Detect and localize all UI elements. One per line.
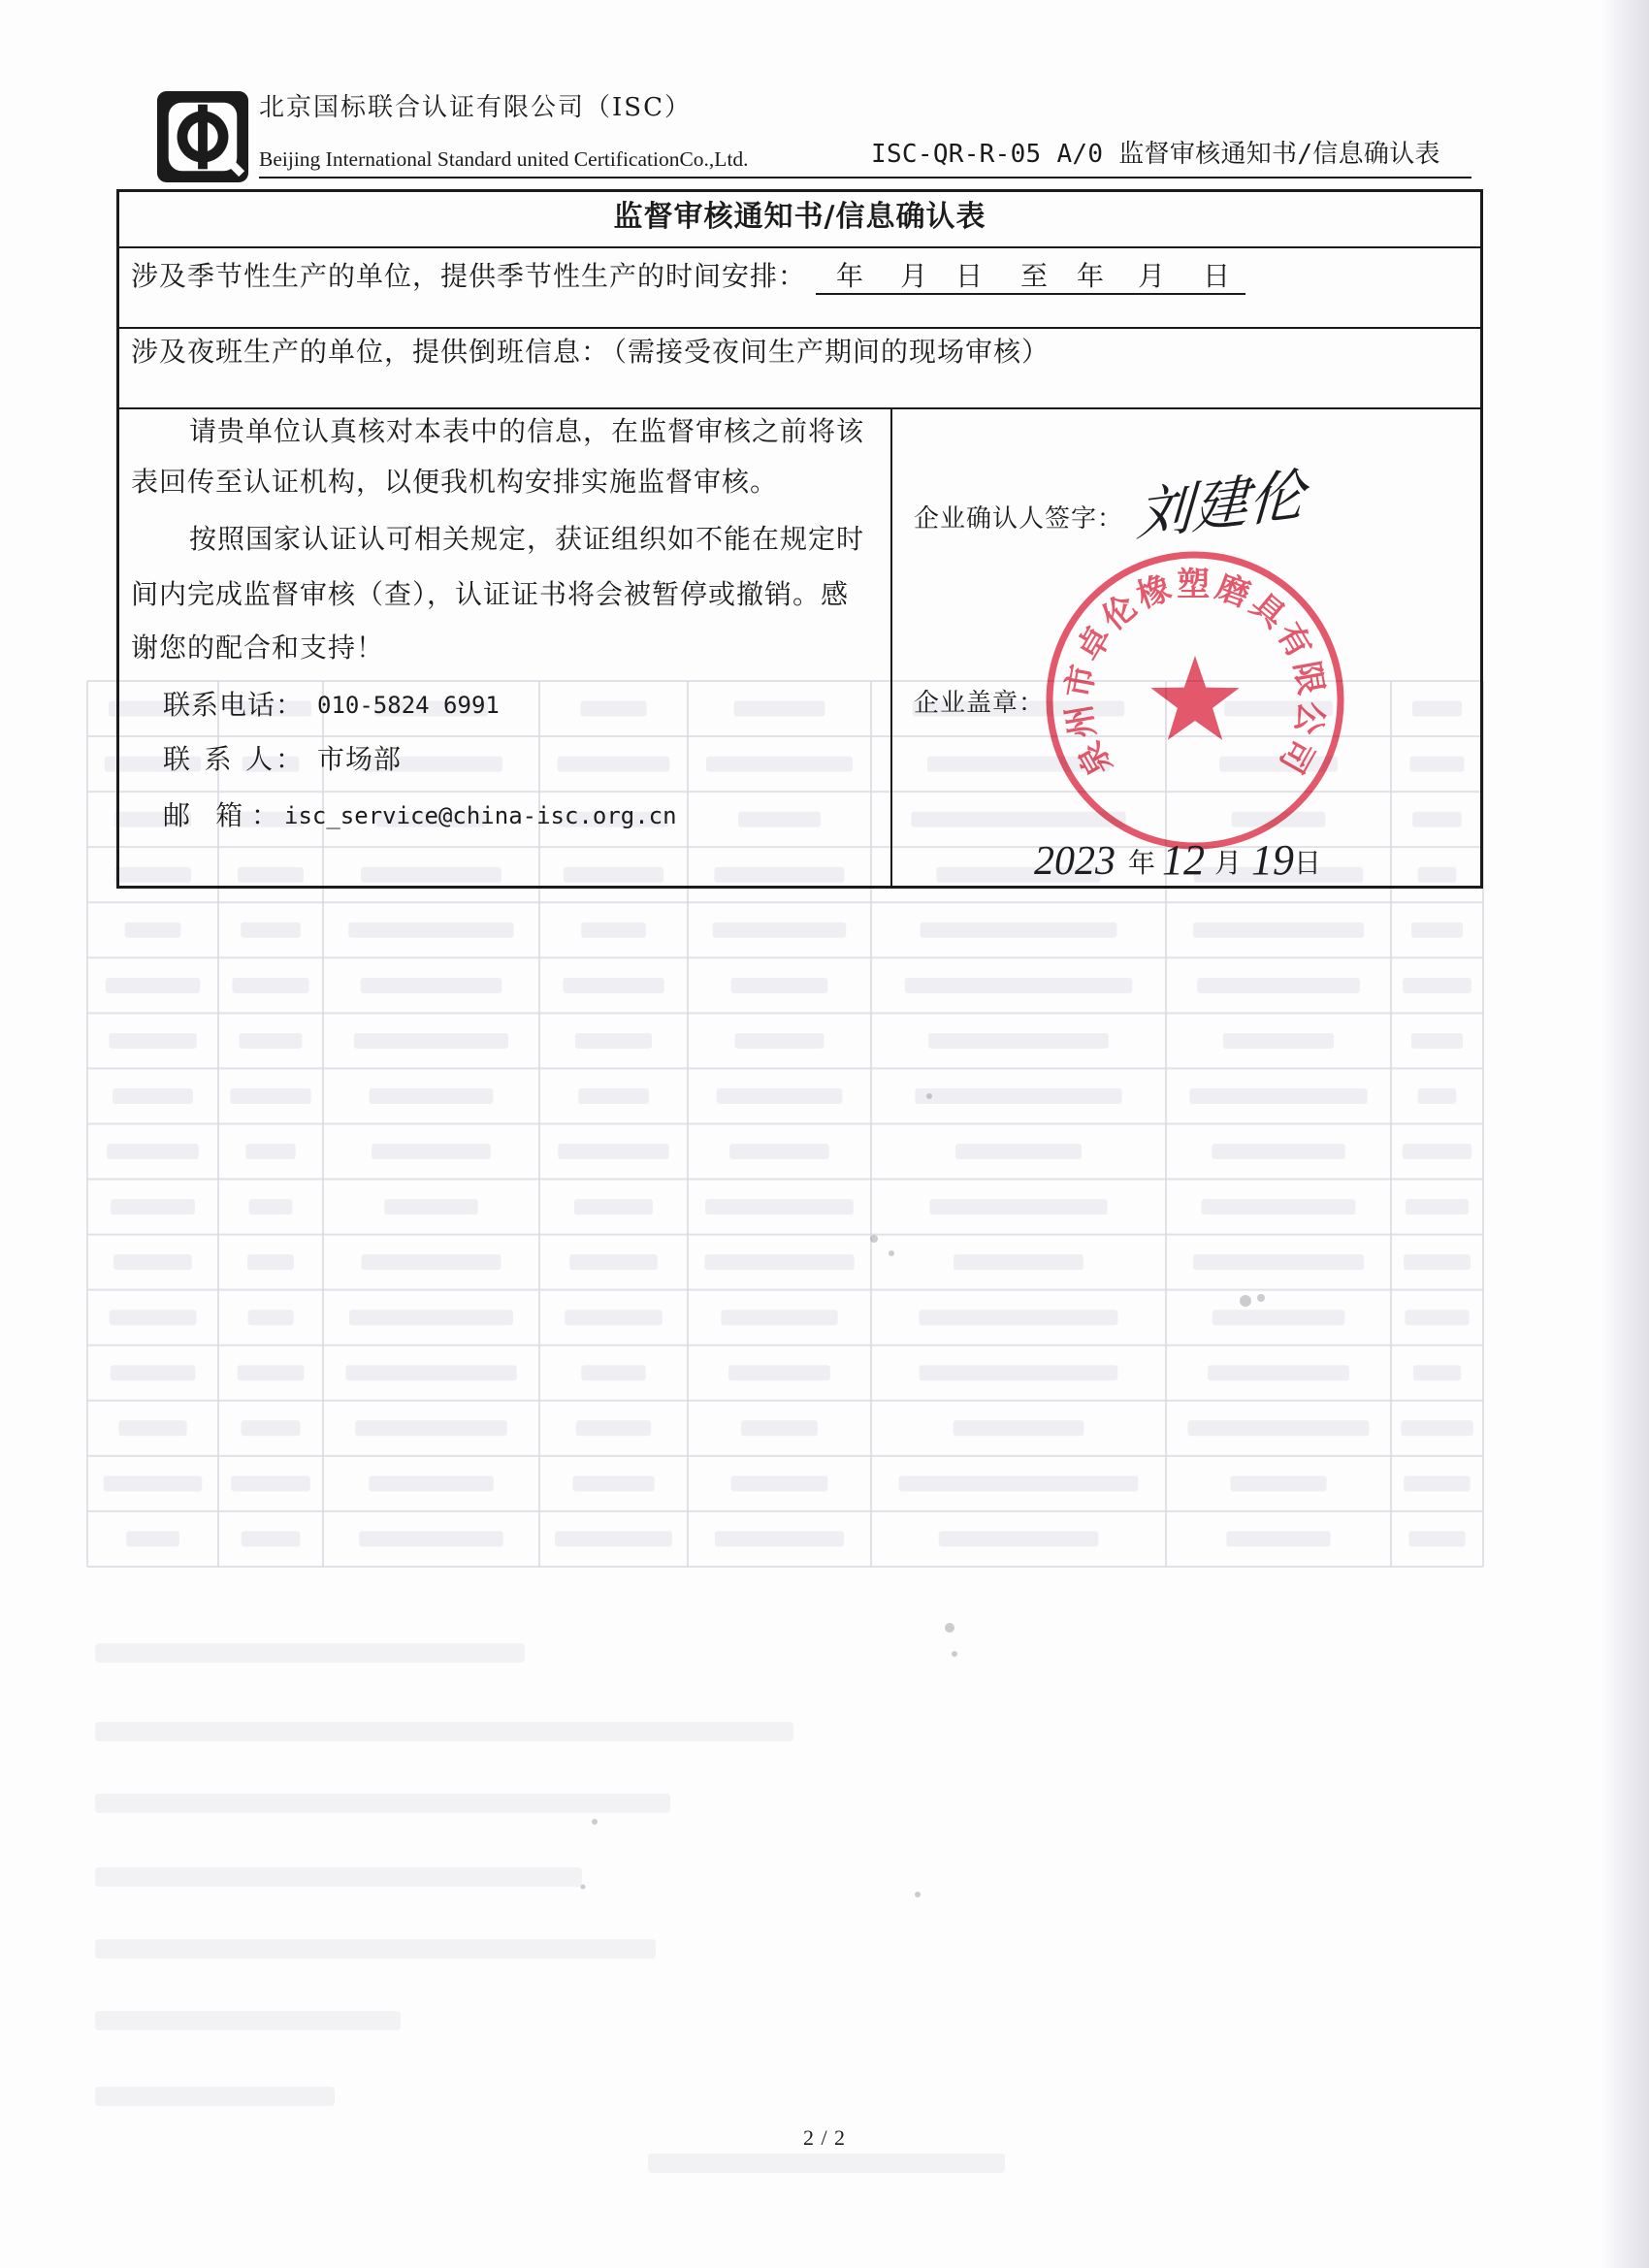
form-title: 监督审核通知书/信息确认表: [613, 200, 986, 234]
bleed-text-smudge: [233, 978, 309, 993]
bleed-text-smudge: [954, 1254, 1083, 1270]
bleed-text-smudge: [1404, 1254, 1471, 1270]
bleed-text-smudge: [704, 1254, 854, 1270]
bleed-text-smudge: [1413, 1365, 1461, 1380]
bleed-text-smudge: [581, 923, 646, 938]
bleed-text-smudge: [1418, 1088, 1456, 1104]
phone-label: 联系电话：: [163, 689, 305, 721]
bleed-text-smudge: [1404, 1475, 1470, 1491]
seasonal-start-day: 日: [955, 260, 984, 292]
bleed-text-smudge: [355, 1420, 507, 1436]
bleed-text-smudge: [1212, 1310, 1345, 1325]
bleed-text-smudge: [369, 1475, 494, 1491]
bleed-text-smudge: [1403, 1144, 1471, 1159]
bleed-text-smudge: [113, 1254, 192, 1270]
bleed-text-smudge: [95, 1939, 656, 1959]
scan-edge-shadow: [1600, 0, 1649, 2268]
bleed-text-smudge: [372, 1144, 491, 1159]
bleed-text-smudge: [1187, 1420, 1369, 1436]
bleed-text-smudge: [1411, 1033, 1463, 1049]
bleed-text-smudge: [249, 1199, 293, 1215]
bleed-text-smudge: [728, 1365, 830, 1380]
bleed-text-smudge: [1208, 1365, 1349, 1380]
seasonal-end-year: 年: [1077, 260, 1105, 292]
page-number: 2 / 2: [802, 2125, 847, 2150]
bleed-text-smudge: [104, 1475, 203, 1491]
notice-line: 按照国家认证认可相关规定，获证组织如不能在规定时: [189, 523, 865, 555]
bleed-text-smudge: [1406, 1199, 1469, 1215]
scan-speck: [926, 1093, 932, 1099]
bleed-text-smudge: [345, 1365, 516, 1380]
bleed-text-smudge: [95, 1794, 670, 1813]
scan-speck: [870, 1235, 878, 1243]
bleed-text-smudge: [359, 1531, 503, 1546]
bleed-text-smudge: [362, 1254, 501, 1270]
bleed-text-smudge: [126, 1531, 179, 1546]
bleed-text-smudge: [1411, 923, 1463, 938]
bleed-text-smudge: [242, 1420, 301, 1436]
bleed-text-smudge: [107, 1144, 199, 1159]
bleed-text-smudge: [384, 1199, 477, 1215]
bleed-text-smudge: [899, 1475, 1139, 1491]
contact-phone-row: [163, 689, 500, 722]
bleed-text-smudge: [1226, 1531, 1330, 1546]
table-rule: [116, 407, 1483, 409]
seasonal-period-field: [816, 260, 1245, 295]
bleed-text-smudge: [715, 1531, 844, 1546]
date-day-unit: 日: [1294, 847, 1322, 879]
notice-line: 请贵单位认真核对本表中的信息，在监督审核之前将该: [189, 415, 865, 447]
date-year: 2023: [1034, 839, 1116, 884]
bleed-text-smudge: [113, 1088, 193, 1104]
bleed-text-smudge: [231, 1475, 310, 1491]
bleed-text-smudge: [572, 1475, 654, 1491]
date-month-unit: 月: [1214, 847, 1243, 879]
bleed-text-smudge: [920, 1365, 1118, 1380]
scan-speck: [592, 1819, 598, 1825]
bleed-text-smudge: [241, 923, 301, 938]
bleed-text-smudge: [729, 1144, 829, 1159]
scan-speck: [915, 1892, 921, 1897]
date-month: 12: [1162, 836, 1205, 884]
company-name-cn: 北京国标联合认证有限公司（ISC）: [259, 93, 692, 122]
seasonal-production-label: 涉及季节性生产的单位，提供季节性生产的时间安排：: [131, 260, 807, 292]
bleed-text-smudge: [240, 1033, 303, 1049]
bleed-text-smudge: [95, 1722, 793, 1741]
bleed-text-smudge: [731, 978, 828, 993]
bleed-text-smudge: [354, 1033, 508, 1049]
bleed-text-smudge: [717, 1088, 843, 1104]
bleed-text-smudge: [242, 1531, 301, 1546]
seasonal-start-year: 年: [836, 260, 864, 292]
contact-person-row: [163, 743, 402, 776]
seasonal-end-month: 月: [1138, 260, 1166, 292]
bleed-text-smudge: [929, 1199, 1107, 1215]
bleed-text-smudge: [648, 2154, 1005, 2173]
bleed-text-smudge: [581, 1365, 645, 1380]
notice-line: 间内完成监督审核（查），认证证书将会被暂停或撤销。感: [131, 578, 850, 610]
scan-speck: [952, 1651, 957, 1657]
bleed-text-smudge: [920, 1310, 1118, 1325]
bleed-text-smudge: [569, 1254, 658, 1270]
contact-email-row: [163, 799, 677, 832]
bleed-text-smudge: [721, 1310, 837, 1325]
seasonal-end-day: 日: [1203, 260, 1231, 292]
bleed-text-smudge: [1405, 1310, 1469, 1325]
seasonal-start-month: 月: [900, 260, 928, 292]
bleed-text-smudge: [348, 923, 513, 938]
bleed-text-smudge: [95, 2011, 401, 2030]
night-shift-note: （需接受夜间生产期间的现场审核）: [613, 336, 1051, 368]
night-shift-label: 涉及夜班生产的单位，提供倒班信息：: [131, 336, 610, 368]
bleed-text-smudge: [1193, 1254, 1364, 1270]
bleed-text-smudge: [95, 1867, 582, 1887]
scan-speck: [889, 1250, 894, 1256]
email-label: 邮 箱：: [163, 799, 279, 831]
bleed-text-smudge: [245, 1144, 295, 1159]
company-seal: [1040, 545, 1350, 856]
scan-speck: [1257, 1294, 1265, 1302]
header-divider: [259, 177, 1471, 178]
bleed-text-smudge: [928, 1033, 1109, 1049]
bleed-text-smudge: [247, 1310, 293, 1325]
bleed-text-smudge: [361, 978, 502, 993]
bleed-text-smudge: [106, 978, 200, 993]
bleed-text-smudge: [731, 1475, 828, 1491]
bleed-text-smudge: [111, 1199, 195, 1215]
date-day: 19: [1251, 836, 1294, 884]
bleed-text-smudge: [735, 1033, 824, 1049]
bleed-text-smudge: [555, 1531, 672, 1546]
company-name-en: Beijing International Standard united CertificationCo.,Ltd.: [259, 147, 749, 171]
scan-speck: [581, 1885, 586, 1890]
seasonal-to: 至: [1020, 260, 1049, 292]
bleed-text-smudge: [955, 1144, 1082, 1159]
notice-line: 谢您的配合和支持！: [131, 632, 385, 664]
bleed-text-smudge: [118, 1420, 186, 1436]
bleed-text-smudge: [905, 978, 1133, 993]
bleed-text-smudge: [230, 1088, 310, 1104]
bleed-text-smudge: [705, 1199, 854, 1215]
bleed-text-smudge: [238, 1365, 305, 1380]
bleed-text-smudge: [1223, 1033, 1334, 1049]
bleed-text-smudge: [1230, 1475, 1326, 1491]
bleed-text-smudge: [921, 923, 1117, 938]
phone-value: 010-5824 6991: [317, 692, 500, 719]
bleed-text-smudge: [111, 1365, 196, 1380]
night-shift-row: [131, 336, 1050, 369]
bleed-text-smudge: [576, 1420, 651, 1436]
bleed-text-smudge: [575, 1033, 652, 1049]
bleed-text-smudge: [574, 1199, 653, 1215]
table-column-divider: [890, 407, 892, 889]
signature-label: 企业确认人签字：: [914, 504, 1124, 534]
bleed-text-smudge: [1401, 1420, 1472, 1436]
bleed-text-smudge: [95, 1643, 525, 1663]
bleed-text-smudge: [1202, 1199, 1356, 1215]
date-year-unit: 年: [1128, 847, 1156, 879]
bleed-text-smudge: [247, 1254, 294, 1270]
bleed-text-smudge: [370, 1088, 494, 1104]
bleed-text-smudge: [565, 1310, 662, 1325]
bleed-text-smudge: [110, 1310, 197, 1325]
bleed-text-smudge: [95, 2087, 335, 2106]
bleed-text-smudge: [713, 923, 847, 938]
bleed-text-smudge: [1197, 978, 1360, 993]
isc-logo-icon: [155, 89, 250, 184]
bleed-text-smudge: [1403, 978, 1471, 993]
bleed-text-smudge: [563, 978, 663, 993]
email-value: isc_service@china-isc.org.cn: [284, 802, 677, 829]
bleed-text-smudge: [1189, 1088, 1367, 1104]
notice-line: 表回传至认证机构，以便我机构安排实施监督审核。: [131, 466, 779, 498]
bleed-text-smudge: [1212, 1144, 1345, 1159]
table-rule: [116, 246, 1483, 248]
scan-speck: [1240, 1295, 1251, 1307]
bleed-text-smudge: [939, 1531, 1099, 1546]
handwritten-signature: 刘建伦: [1135, 461, 1307, 549]
bleed-text-smudge: [578, 1088, 649, 1104]
seal-label: 企业盖章：: [914, 689, 1046, 718]
table-rule: [116, 327, 1483, 329]
star-icon: [1150, 656, 1239, 740]
seal-text-path: 泉州市卓伦橡塑磨具有限公司: [1058, 565, 1332, 783]
contact-person-label: 联 系 人：: [163, 743, 304, 775]
bleed-text-smudge: [109, 1033, 196, 1049]
bleed-text-smudge: [558, 1144, 668, 1159]
contact-person-value: 市场部: [317, 743, 403, 775]
bleed-text-smudge: [741, 1420, 818, 1436]
bleed-text-smudge: [1193, 923, 1364, 938]
bleed-text-smudge: [125, 923, 181, 938]
bleed-text-smudge: [1408, 1531, 1465, 1546]
bleed-text-smudge: [349, 1310, 513, 1325]
scan-speck: [945, 1623, 954, 1633]
form-code: ISC-QR-R-05 A/0 监督审核通知书/信息确认表: [871, 140, 1440, 169]
bleed-text-smudge: [915, 1088, 1121, 1104]
bleed-text-smudge: [954, 1420, 1084, 1436]
